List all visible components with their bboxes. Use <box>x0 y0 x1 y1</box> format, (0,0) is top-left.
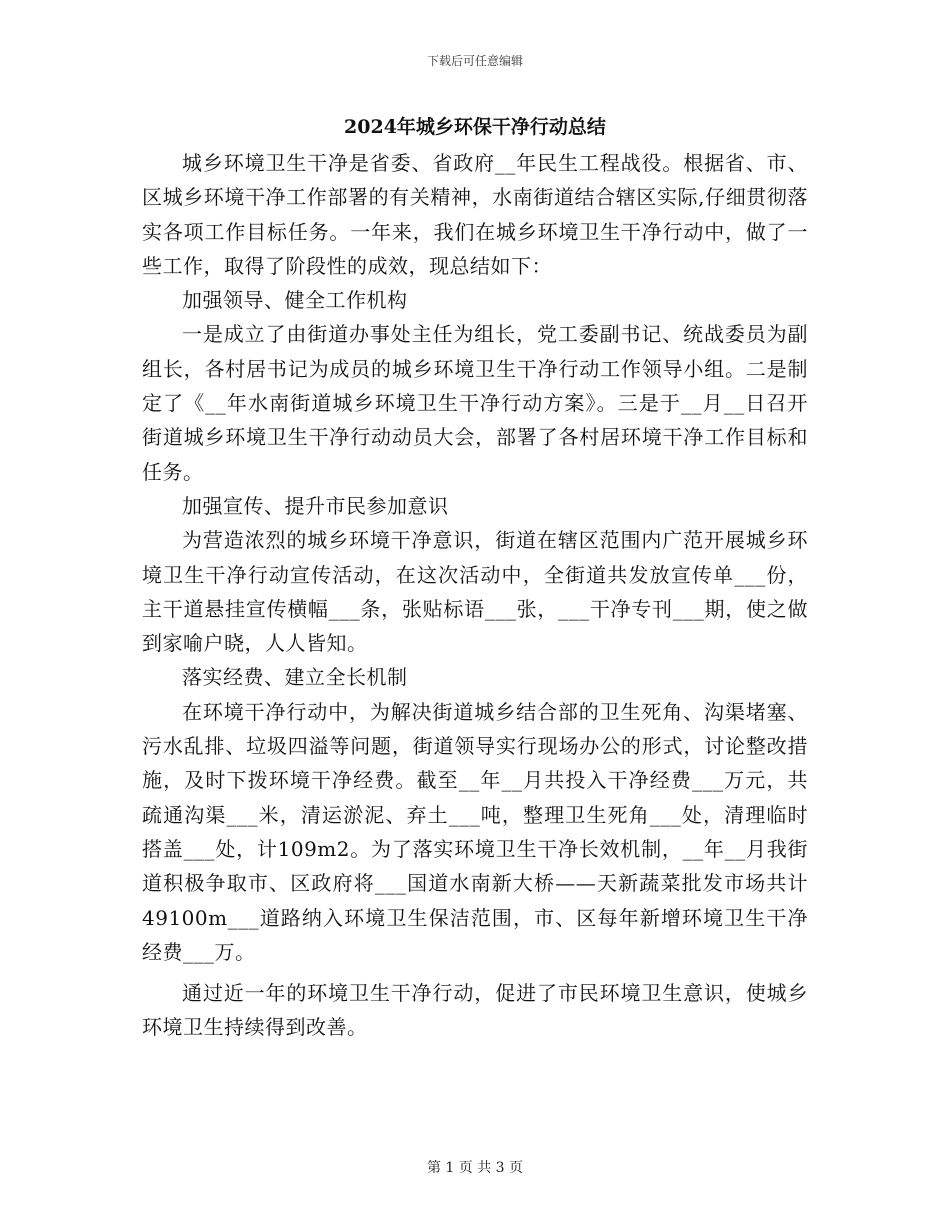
paragraph-conclusion: 通过近一年的环境卫生干净行动，促进了市民环境卫生意识，使城乡环境卫生持续得到改善。 <box>142 981 808 1040</box>
header-note: 下载后可任意编辑 <box>426 54 523 68</box>
document-body <box>142 146 808 1045</box>
paragraph-publicity: 为营造浓烈的城乡环境干净意识，街道在辖区范围内广范开展城乡环境卫生干净行动宣传活动，在这次活动中，全街道共发放宣传单___份，主干道悬挂宣传横幅___条，张贴标语___张，___干净专刊___期，使之做到家喻户晓，人人皆知。 <box>142 528 808 656</box>
section-heading-publicity: 加强宣传、提升市民参加意识 <box>182 493 449 518</box>
paragraph-leadership: 一是成立了由街道办事处主任为组长，党工委副书记、统战委员为副组长，各村居书记为成员的城乡环境卫生干净行动工作领导小组。二是制定了《__年水南街道城乡环境卫生干净行动方案》。三是于__月__日召开街道城乡环境卫生干净行动动员大会，部署了各村居环境干净工作目标和任务。 <box>142 322 808 484</box>
section-heading-leadership: 加强领导、健全工作机构 <box>182 288 408 313</box>
page-number: 第 1 页 共 3 页 <box>426 1160 524 1176</box>
document-title: 2024年城乡环保干净行动总结 <box>344 116 606 138</box>
section-heading-funding: 落实经费、建立全长机制 <box>182 665 408 690</box>
paragraph-funding: 在环境干净行动中，为解决街道城乡结合部的卫生死角、沟渠堵塞、污水乱排、垃圾四溢等问题，街道领导实行现场办公的形式，讨论整改措施，及时下拨环境干净经费。截至__年__月共投入干净经费___万元，共疏通沟渠___米，清运淤泥、弃土___吨，整理卫生死角___处，清理临时搭盖___处，计109m2。为了落实环境卫生干净长效机制，__年__月我街道积极争取市、区政府将___国道水南新大桥——天新蔬菜批发市场共计49100m___道路纳入环境卫生保洁范围，市、区每年新增环境卫生干净经费___万。 <box>142 699 808 964</box>
paragraph-intro: 城乡环境卫生干净是省委、省政府__年民生工程战役。根据省、市、区城乡环境干净工作部署的有关精神，水南街道结合辖区实际,仔细贯彻落实各项工作目标任务。一年来，我们在城乡环境卫生干净行动中，做了一些工作，取得了阶段性的成效，现总结如下： <box>142 151 808 278</box>
